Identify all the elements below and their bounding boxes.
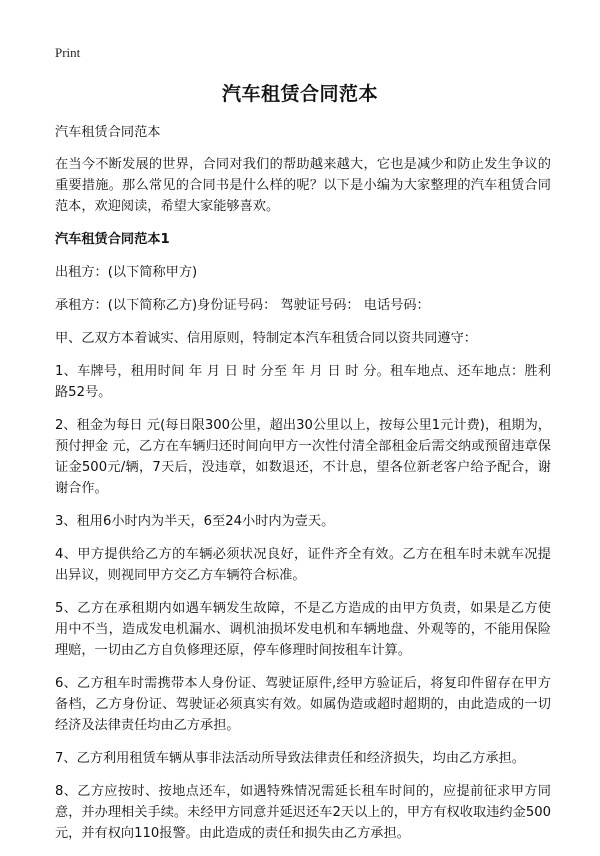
clause-3: 3、租用6小时内为半天，6至24小时内为壹天。 [55, 514, 335, 529]
clause-4: 4、甲方提供给乙方的车辆必须状况良好，证件齐全有效。乙方在租车时未就车况提出异议，则视同甲方交乙方车辆符合标准。 [55, 547, 551, 583]
intro-paragraph: 在当今不断发展的世界，合同对我们的帮助越来越大，它也是减少和防止发生争议的重要措施。那么常见的合同书是什么样的呢？以下是小编为大家整理的汽车租赁合同范本，欢迎阅读，希望大家能够喜欢。 [55, 157, 551, 214]
document-body [55, 122, 551, 856]
document-title: 汽车租赁合同范本 [221, 83, 378, 105]
paragraph-principle: 甲、乙双方本着诚实、信用原则，特制定本汽车租赁合同以资共同遵守： [55, 331, 477, 346]
clause-6: 6、乙方租车时需携带本人身份证、驾驶证原件,经甲方验证后，将复印件留存在甲方备档，乙方身份证、驾驶证必须真实有效。如属伪造或超时超期的，由此造成的一切经济及法律责任均由乙方承担。 [55, 676, 551, 733]
clause-5: 5、乙方在承租期内如遇车辆发生故障，不是乙方造成的由甲方负责，如果是乙方使用中不当，造成发电机漏水、调机油损坏发电机和车辆地盘、外观等的，不能用保险理赔，一切由乙方自负修理还原，停车修理时间按租车计算。 [55, 601, 551, 658]
paragraph-lessee: 承租方：(以下简称乙方)身份证号码： 驾驶证号码： 电话号码： [55, 298, 430, 313]
clause-1: 1、车牌号，租用时间 年 月 日 时 分至 年 月 日 时 分。租车地点、还车地点：胜利路52号。 [55, 364, 551, 400]
paragraph-lessor: 出租方：(以下简称甲方) [55, 265, 198, 280]
section-heading: 汽车租赁合同范本1 [55, 232, 170, 247]
print-link[interactable]: Print [55, 45, 81, 60]
clause-7: 7、乙方利用租赁车辆从事非法活动所导致法律责任和经济损失，均由乙方承担。 [55, 751, 525, 766]
document-subtitle: 汽车租赁合同范本 [55, 125, 161, 140]
clause-8: 8、乙方应按时、按地点还车，如遇特殊情况需延长租车时间的，应提前征求甲方同意，并办理相关手续。未经甲方同意并延迟还车2天以上的，甲方有权收取违约金500元，并有权向110报警。由此造成的责任和损失由乙方承担。 [55, 784, 551, 841]
clause-2: 2、租金为每日 元(每日限300公里，超出30公里以上，按每公里1元计费)，租期为，预付押金 元，乙方在车辆归还时间向甲方一次性付清全部租金后需交纳或预留违章保证金500元/辆，7天后，没违章，如数退还，不计息，望各位新老客户给予配合，谢谢合作。 [55, 418, 551, 496]
